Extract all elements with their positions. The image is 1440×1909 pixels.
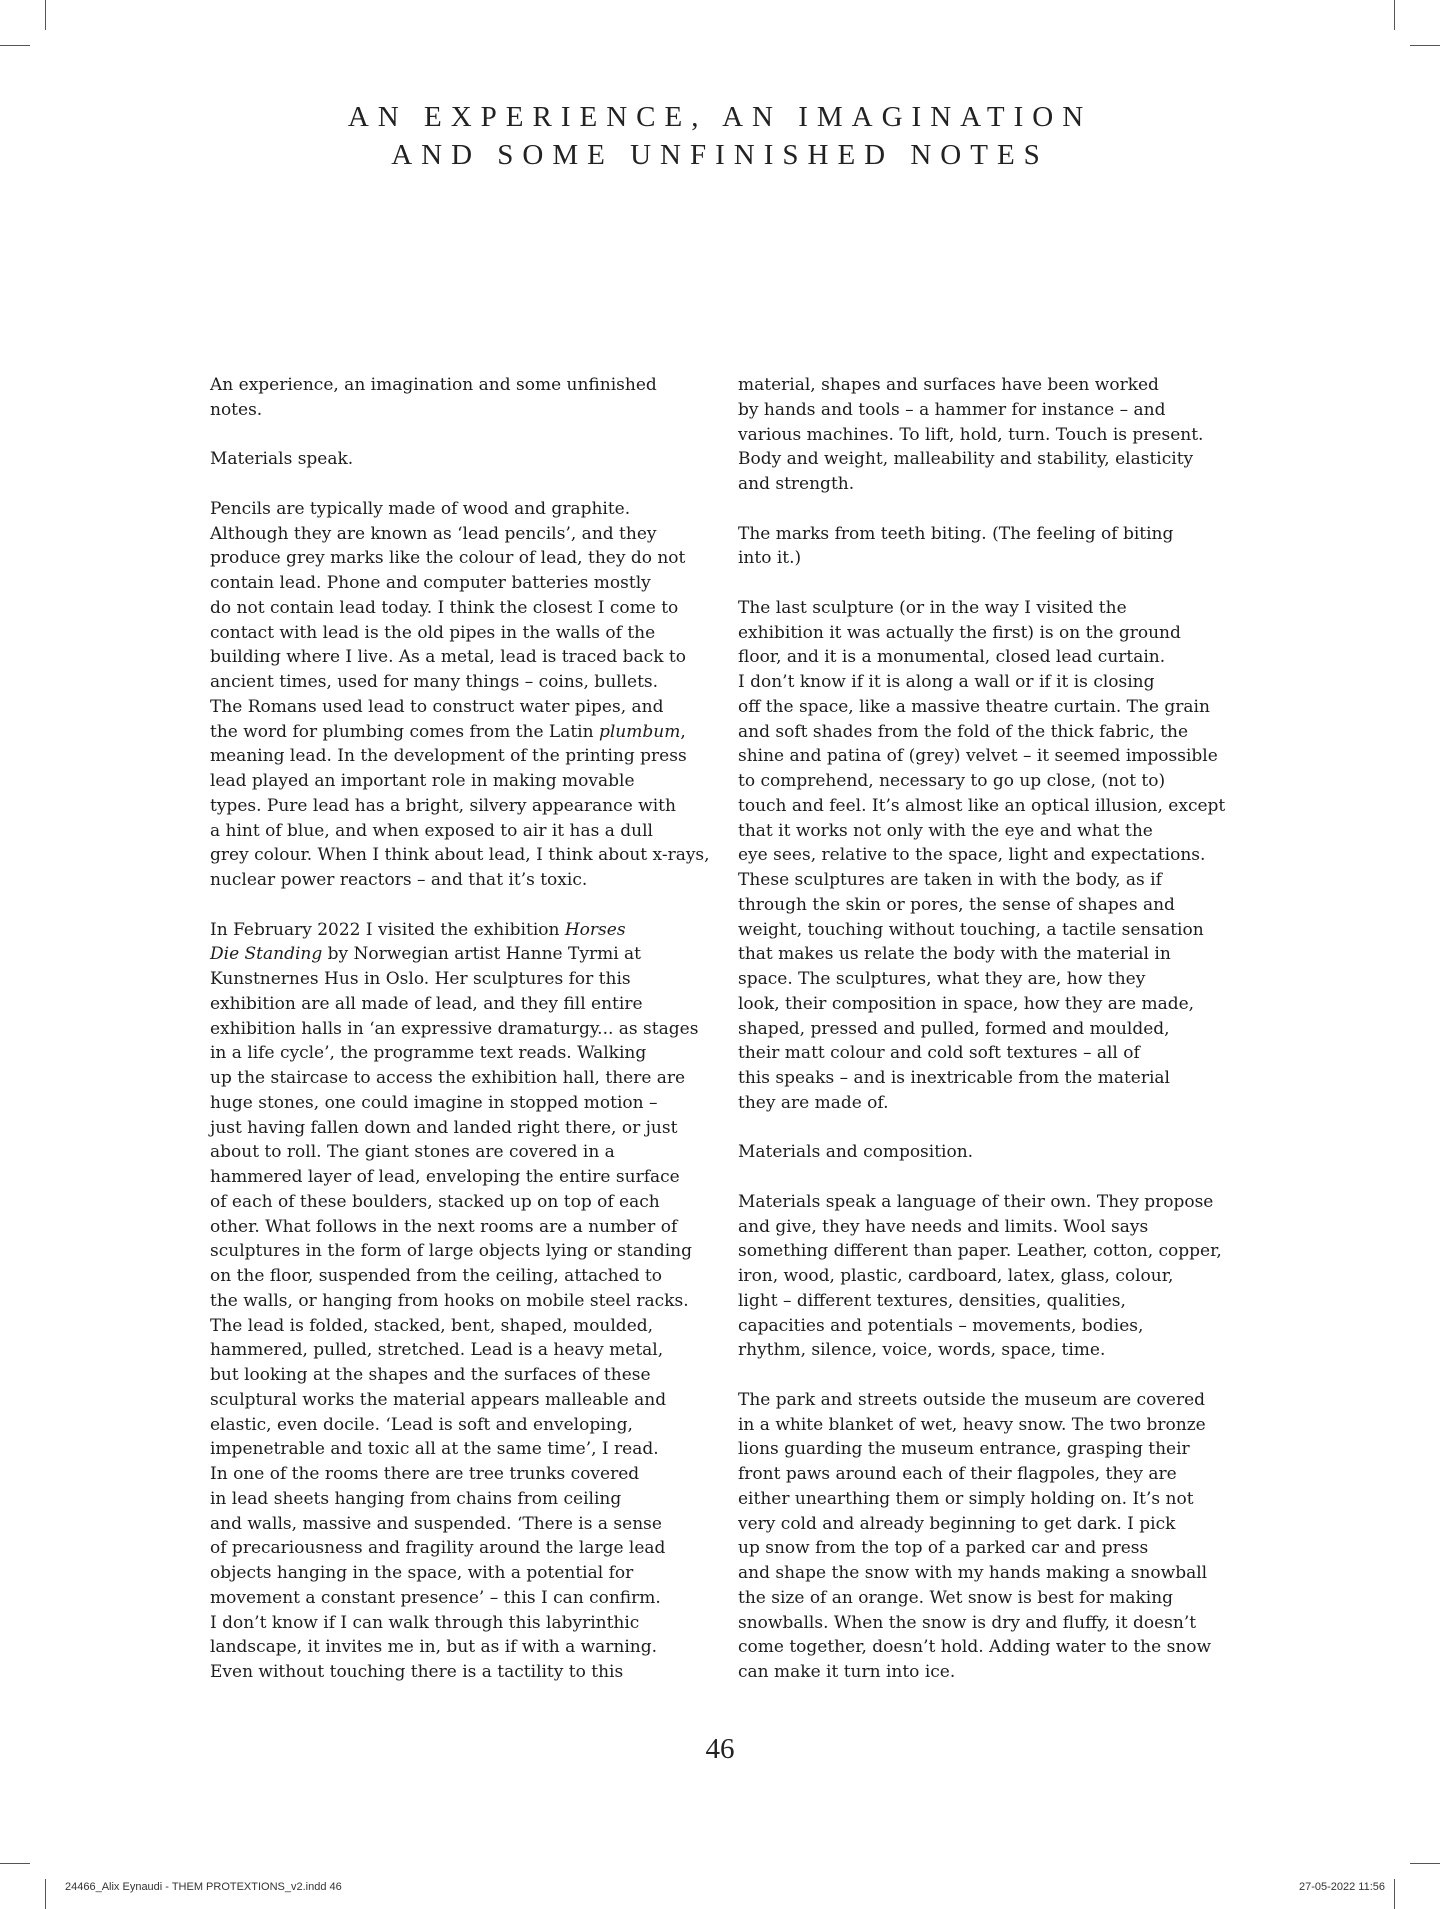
title-line-1: AN EXPERIENCE, AN IMAGINATION: [347, 101, 1093, 133]
title-line-2: AND SOME UNFINISHED NOTES: [391, 139, 1049, 171]
crop-mark: [45, 0, 46, 30]
paragraph-text: In February 2022 I visited the exhibition: [210, 919, 565, 940]
paragraph: [210, 497, 715, 893]
italic-term: plumbum: [598, 721, 681, 742]
page-number: 46: [705, 1733, 735, 1765]
right-column: [738, 373, 1243, 1710]
crop-mark: [1410, 1863, 1440, 1864]
paragraph-text: , meaning lead. In the development of the printing press lead played an important role in making movable types. Pure lead has a bright, silvery appearance with a hint of blue, and when exposed to air it has a dull grey colour. When I think about lead, I think about x-rays, nuclear power reactors – and that it’s toxic.: [210, 721, 710, 890]
paragraph: Materials speak.: [210, 449, 354, 470]
crop-mark: [0, 1863, 30, 1864]
crop-mark: [0, 45, 30, 46]
page-title: [0, 98, 1440, 174]
italic-title: Horses Die Standing: [210, 919, 626, 965]
paragraph: An experience, an imagination and some unfinished notes.: [210, 375, 657, 420]
paragraph: material, shapes and surfaces have been worked by hands and tools – a hammer for instance – and various machines. To lift, hold, turn. Touch is present. Body and weight, malleability and stability, elasticity and strength.: [738, 375, 1204, 494]
crop-mark: [1410, 45, 1440, 46]
left-column: [210, 373, 715, 1710]
crop-mark: [45, 1879, 46, 1909]
paragraph-text: Pencils are typically made of wood and graphite. Although they are known as ‘lead pencils’, and they produce grey marks like the colour of lead, they do not contain lead. Phone and computer batteries mostly do not contain lead today. I think the closest I come to contact with lead is the old pipes in the walls of the building where I live. As a metal, lead is traced back to ancient times, used for many things – coins, bullets. The Romans used lead to construct water pipes, and the word for plumbing comes from the Latin: [210, 498, 686, 742]
paragraph: [210, 918, 715, 1685]
slug-datetime: 27-05-2022 11:56: [1298, 1881, 1385, 1893]
crop-mark: [1394, 0, 1395, 30]
crop-mark: [1394, 1879, 1395, 1909]
paragraph-text: by Norwegian artist Hanne Tyrmi at Kunstnernes Hus in Oslo. Her sculptures for this exhibition are all made of lead, and they fill entire exhibition halls in ‘an expressive dramaturgy... as stages in a life cycle’, the programme text reads. Walking up the staircase to access the exhibition hall, there are huge stones, one could imagine in stopped motion – just having fallen down and landed right there, or just about to roll. The giant stones are covered in a hammered layer of lead, enveloping the entire surface of each of these boulders, stacked up on top of each other. What follows in the next rooms are a number of sculptures in the form of large objects lying or standing on the floor, suspended from the ceiling, attached to the walls, or hanging from hooks on mobile steel racks. The lead is folded, stacked, bent, shaped, moulded, hammered, pulled, stretched. Lead is a heavy metal, but looking at the shapes and the surfaces of these sculptural works the material appears malleable and elastic, even docile. ‘Lead is soft and enveloping, impenetrable and toxic all at the same time’, I read. In one of the rooms there are tree trunks covered in lead sheets hanging from chains from ceiling and walls, massive and suspended. ‘There is a sense of precariousness and fragility around the large lead objects hanging in the space, with a potential for movement a constant presence’ – this I can confirm. I don’t know if I can walk through this labyrinthic landscape, it invites me in, but as if with a warning. Even without touching there is a tactility to this: [210, 944, 699, 1682]
paragraph: The last sculpture (or in the way I visited the exhibition it was actually the first) is on the ground floor, and it is a monumental, closed lead curtain. I don’t know if it is along a wall or if it is closing off the space, like a massive theatre curtain. The grain and soft shades from the fold of the thick fabric, the shine and patina of (grey) velvet – it seemed impossible to comprehend, necessary to go up close, (not to) touch and feel. It’s almost like an optical illusion, except that it works not only with the eye and what the eye sees, relative to the space, light and expectations. These sculptures are taken in with the body, as if through the skin or pores, the sense of shapes and weight, touching without touching, a tactile sensation that makes us relate the body with the material in space. The sculptures, what they are, how they look, their composition in space, how they are made, shaped, pressed and pulled, formed and moulded, their matt colour and cold soft textures – all of this speaks – and is inextricable from the material they are made of.: [738, 597, 1226, 1113]
paragraph: The park and streets outside the museum are covered in a white blanket of wet, heavy snow. The two bronze lions guarding the museum entrance, grasping their front paws around each of their flagpoles, they are either unearthing them or simply holding on. It’s not very cold and already beginning to get dark. I pick up snow from the top of a parked car and press and shape the snow with my hands making a snowball the size of an orange. Wet snow is best for making snowballs. When the snow is dry and fluffy, it doesn’t come together, doesn’t hold. Adding water to the snow can make it turn into ice.: [738, 1389, 1212, 1682]
paragraph: The marks from teeth biting. (The feeling of biting into it.): [738, 523, 1174, 569]
paragraph: Materials and composition.: [738, 1142, 974, 1163]
slug-file-info: 24466_Alix Eynaudi - THEM PROTEXTIONS_v2.indd 46: [65, 1881, 342, 1893]
paragraph: Materials speak a language of their own. They propose and give, they have needs and limits. Wool says something different than paper. Leather, cotton, copper, iron, wood, plastic, cardboard, latex, glass, colour, light – different textures, densities, qualities, capacities and potentials – movements, bodies, rhythm, silence, voice, words, space, time.: [738, 1191, 1222, 1361]
